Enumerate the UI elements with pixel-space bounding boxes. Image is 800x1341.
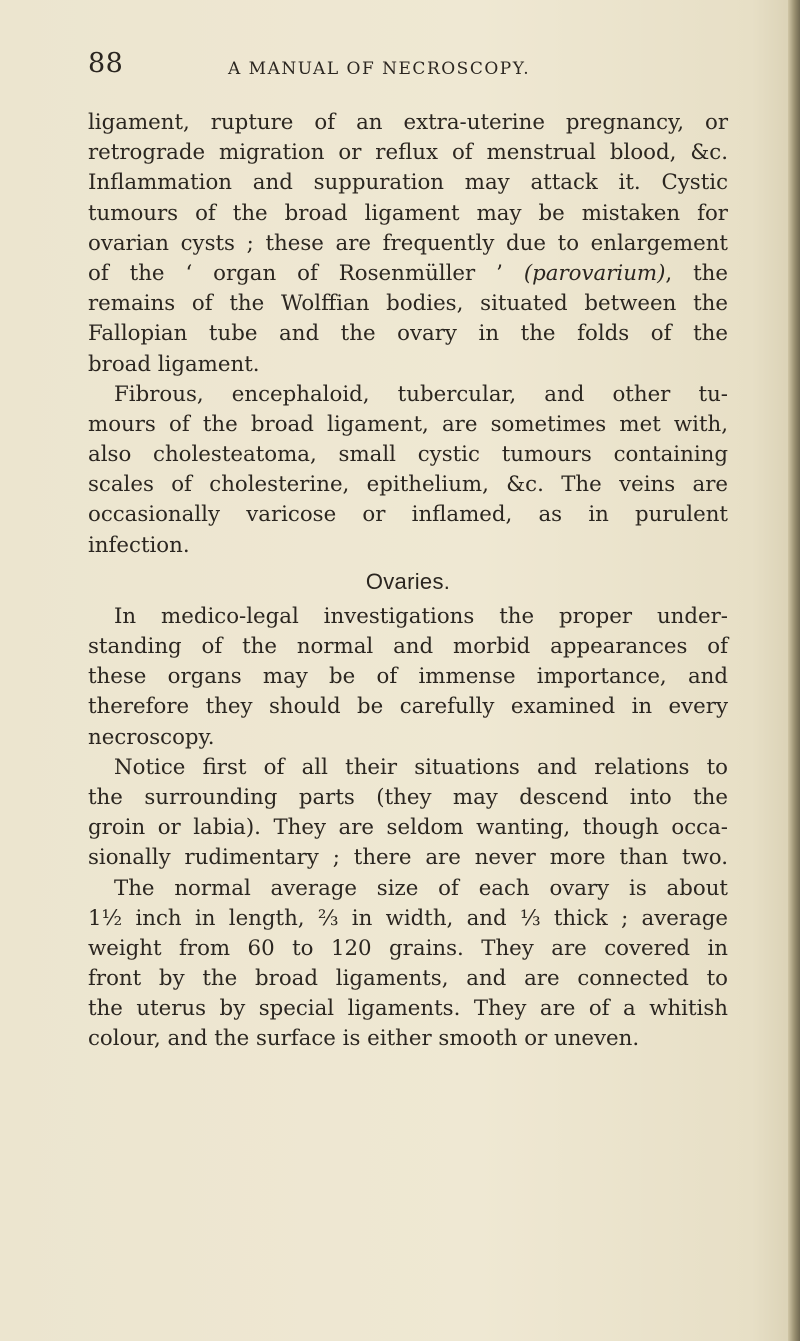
text-line: retrograde migration or reflux of menstrual blood, &c. <box>88 140 728 166</box>
page-header <box>88 44 728 84</box>
text-line-part: of the ‘ organ of Rosenmüller ’ <box>88 260 524 286</box>
text-line: standing of the normal and morbid appearances of <box>88 634 728 659</box>
text-line <box>88 259 728 289</box>
text-line: groin or labia). They are seldom wanting, though occa- <box>88 815 728 841</box>
text-line-part: , the <box>665 260 729 286</box>
paragraph-start: The normal average size of each ovary is about <box>114 875 728 901</box>
text-line: Inflammation and suppuration may attack it. Cystic <box>88 170 728 196</box>
italic-term: (parovarium) <box>523 260 666 286</box>
text-line: also cholesteatoma, small cystic tumours containing <box>88 442 728 468</box>
text-line: tumours of the broad ligament may be mistaken for <box>88 200 728 226</box>
section-heading: Ovaries. <box>365 568 451 594</box>
text-line: colour, and the surface is either smooth or uneven. <box>88 1026 640 1052</box>
body-text <box>88 108 728 1055</box>
paragraph-start: Fibrous, encephaloid, tubercular, and other tu- <box>114 381 728 407</box>
text-line: 1½ inch in length, ⅔ in width, and ⅓ thick ; average <box>88 905 728 931</box>
text-line: these organs may be of immense importance, and <box>88 664 728 690</box>
text-line: occasionally varicose or inflamed, as in purulent <box>88 502 728 528</box>
text-line: remains of the Wolffian bodies, situated between the <box>88 291 728 317</box>
text-line: ligament, rupture of an extra-uterine pregnancy, or <box>88 110 728 135</box>
text-line: sionally rudimentary ; there are never more than two. <box>88 845 728 871</box>
text-line: necroscopy. <box>88 724 215 750</box>
page-edge <box>788 0 800 1341</box>
text-line: broad ligament. <box>88 351 260 377</box>
text-line: infection. <box>88 532 190 558</box>
text-line: therefore they should be carefully examined in every <box>88 694 728 720</box>
text-line: ovarian cysts ; these are frequently due to enlargement <box>88 230 728 256</box>
text-line: the uterus by special ligaments. They are of a whitish <box>88 996 728 1022</box>
paragraph-start: In medico-legal investigations the proper under- <box>114 603 728 629</box>
paragraph-start: Notice first of all their situations and relations to <box>114 754 728 780</box>
page-number: 88 <box>88 48 124 79</box>
running-title: A MANUAL OF NECROSCOPY. <box>228 59 531 79</box>
text-line: mours of the broad ligament, are sometimes met with, <box>88 411 728 437</box>
text-line: the surrounding parts (they may descend into the <box>88 784 728 810</box>
text-line: Fallopian tube and the ovary in the folds of the <box>88 321 728 347</box>
text-line: weight from 60 to 120 grains. They are covered in <box>88 935 728 961</box>
text-line: front by the broad ligaments, and are connected to <box>88 966 728 992</box>
text-line: scales of cholesterine, epithelium, &c. The veins are <box>88 472 728 498</box>
